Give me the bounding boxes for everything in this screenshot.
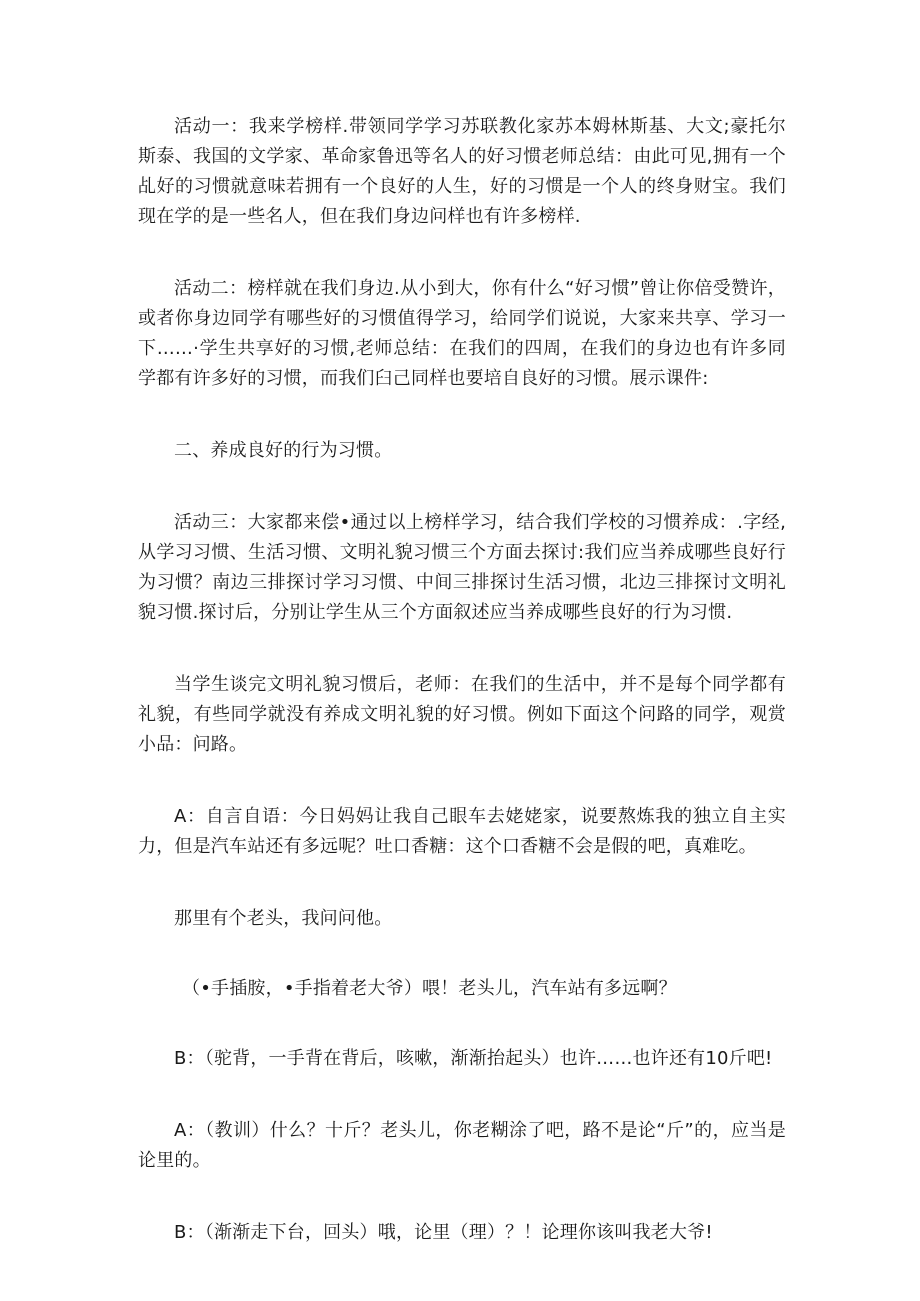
stage-direction: （•手插胺，•手指着老大爷）喂！老头儿，汽车站有多远啊？: [182, 978, 677, 999]
paragraph-activity-three: 活动三：大家都来偿•通过以上榜样学习，结合我们学校的习惯养成：.字经,从学习习惯、生活习惯、文明礼貌习惯三个方面去探讨:我们应当养成哪些良好行为习惯？南边三排探讨学习习惯、中间三排探讨生活习惯，北边三排探讨文明礼貌习惯.探讨后，分别让学生从三个方面叙述应当养成哪些良好的行为习惯.: [138, 512, 786, 623]
dialogue-a-monologue: A：自言自语：今日妈妈让我自己眼车去姥姥家，说要熬炼我的独立自主实力，但是汽车站还有多远呢？吐口香糖：这个口香糖不会是假的吧，真难吃。: [138, 806, 786, 857]
section-heading-habits: 二、养成良好的行为习惯。: [174, 440, 393, 461]
paragraph-etiquette: 当学生谈完文明礼貌习惯后，老师：在我们的生活中，并不是每个同学都有礼貌，有些同学就没有养成文明礼貌的好习惯。例如下面这个问路的同学，观赏小品：问路。: [138, 674, 786, 755]
document-body: [138, 112, 786, 1248]
paragraph-activity-one: 活动一：我来学榜样.带领同学学习苏联教化家苏本姆林斯基、大文;豪托尔斯泰、我国的文学家、革命家鲁迅等名人的好习惯老师总结：由此可见,拥有一个乩好的习惯就意味若拥有一个良好的人生，好的习惯是一个人的终身财宝。我们现在学的是一些名人，但在我们身边问样也有许多榜样.: [138, 116, 786, 227]
dialogue-a-aside: 那里有个老头，我问问他。: [174, 908, 393, 929]
paragraph-activity-two: 活动二：榜样就在我们身边.从小到大，你有什么“好习惯”曾让你倍受赞许，或者你身边同学有哪些好的习惯值得学习，给同学们说说，大家来共享、学习一下……·学生共享好的习惯,老师总结：在我们的四周，在我们的身边也有许多同学都有许多好的习惯，而我们臼己同样也要培自良好的习惯。展示课件:: [138, 278, 786, 389]
dialogue-a-second: A：（教训）什么？十斤？老头儿，你老糊涂了吧，路不是论“斤”的，应当是论里的。: [138, 1120, 786, 1171]
dialogue-b-second: B：（渐渐走下台，回头）哦，论里（理）？！论理你该叫我老大爷!: [174, 1222, 713, 1243]
dialogue-b-first: B：（驼背，一手背在背后，咳嗽，渐渐抬起头）也许……也许还有10斤吧!: [174, 1048, 773, 1069]
